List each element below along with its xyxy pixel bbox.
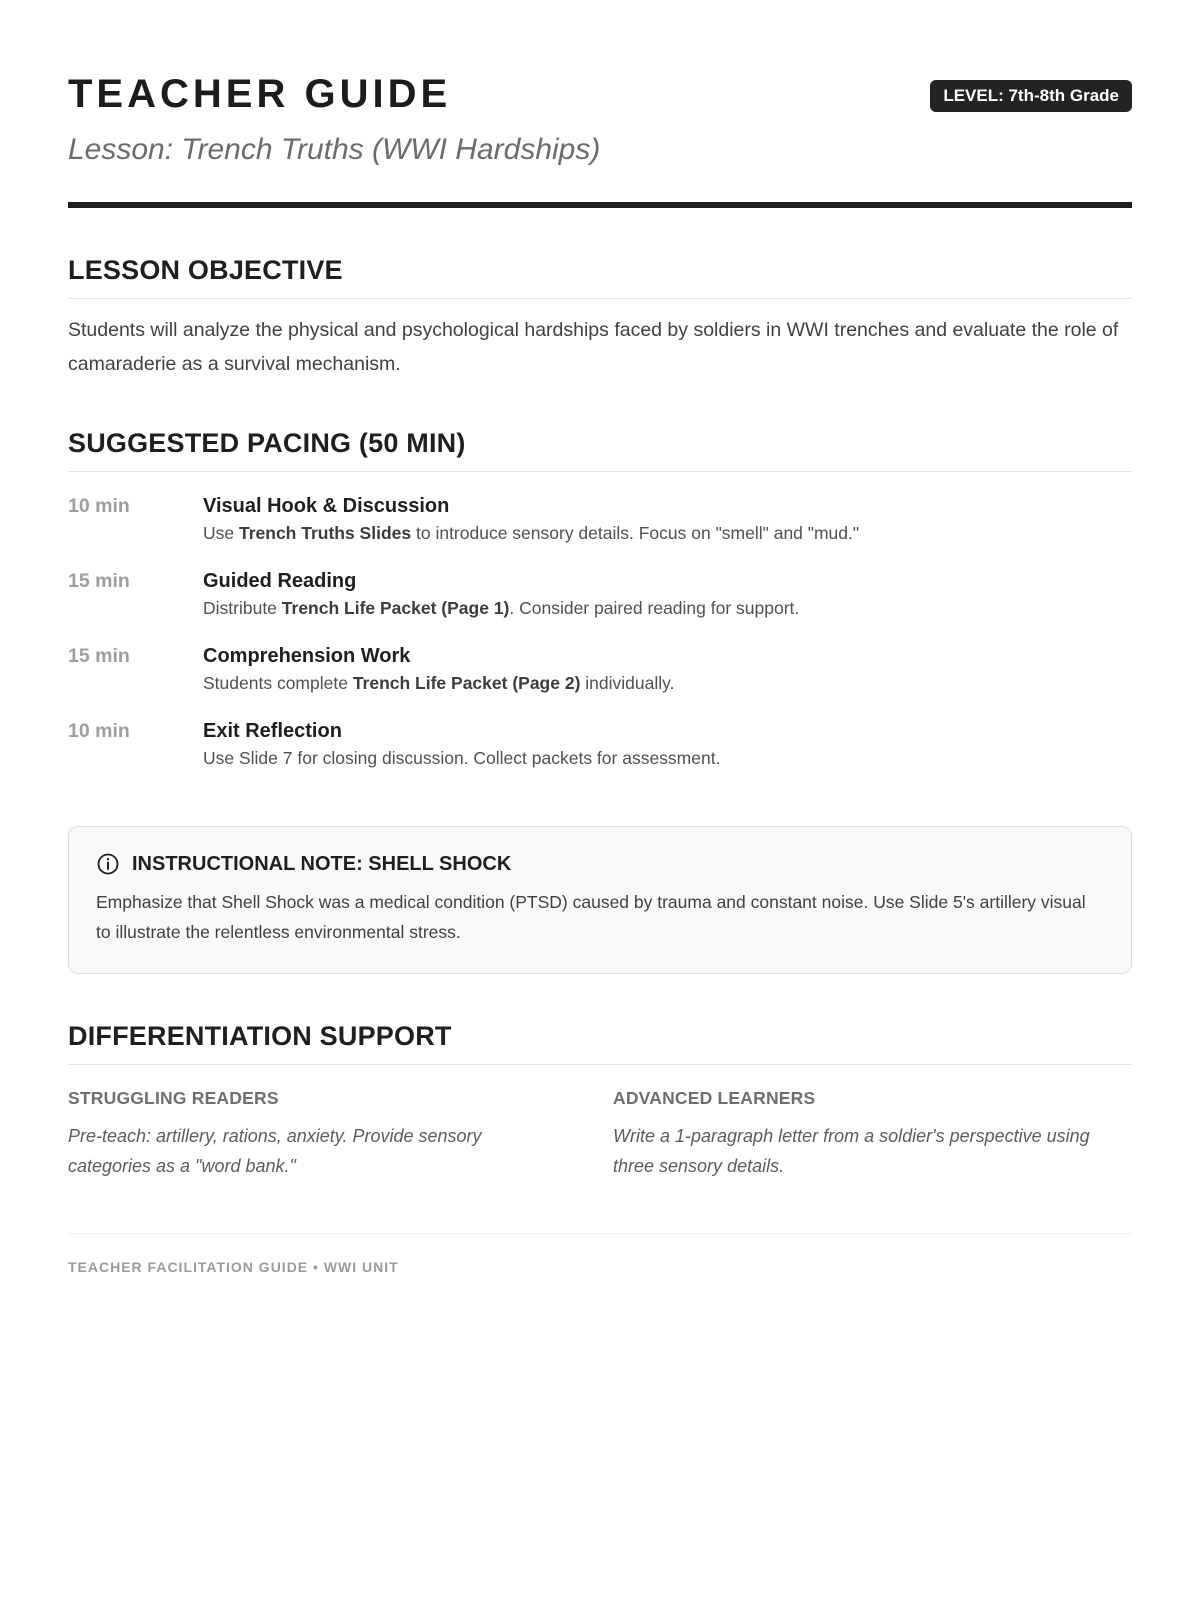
pacing-time: 15 min xyxy=(68,645,130,667)
pacing-item xyxy=(68,644,1132,719)
differentiation-columns xyxy=(68,1087,1132,1181)
footer-divider xyxy=(68,1233,1132,1234)
pacing-time: 10 min xyxy=(68,495,130,517)
section-heading-pacing: SUGGESTED PACING (50 MIN) xyxy=(68,428,466,458)
info-icon xyxy=(96,852,120,876)
struggling-readers-column xyxy=(68,1087,600,1181)
pacing-list xyxy=(68,494,1132,794)
pacing-body xyxy=(203,644,1132,719)
pacing-activity-name: Guided Reading xyxy=(203,570,357,592)
section-heading-objective: LESSON OBJECTIVE xyxy=(68,255,343,285)
pacing-desc-text: to introduce sensory details. Focus on "smell" and "mud." xyxy=(411,523,860,543)
pacing-activity-name: Comprehension Work xyxy=(203,645,411,667)
pacing-desc-text: Students complete xyxy=(203,673,353,693)
pacing-body xyxy=(203,494,1132,569)
advanced-learners-label: ADVANCED LEARNERS xyxy=(613,1088,816,1108)
lesson-objective-section xyxy=(68,254,1132,381)
pacing-desc-resource: Trench Life Packet (Page 2) xyxy=(352,673,581,693)
struggling-readers-text: Pre-teach: artillery, rations, anxiety. Provide sensory categories as a "word bank." xyxy=(68,1126,482,1176)
pacing-body xyxy=(203,719,1132,794)
note-text: Emphasize that Shell Shock was a medical condition (PTSD) caused by trauma and constant noise. Use Slide 5's artillery visual to illustrate the relentless environmental stress. xyxy=(96,892,1086,942)
pacing-desc-text: individually. xyxy=(580,673,675,693)
pacing-body xyxy=(203,569,1132,644)
advanced-learners-text: Write a 1-paragraph letter from a soldier's perspective using three sensory details. xyxy=(613,1126,1090,1176)
pacing-desc-text: Use Slide 7 for closing discussion. Collect packets for assessment. xyxy=(203,748,721,768)
pacing-desc-resource: Trench Truths Slides xyxy=(238,523,412,543)
pacing-desc-text: Use xyxy=(203,523,239,543)
pacing-desc-resource: Trench Life Packet (Page 1) xyxy=(281,598,510,618)
pacing-time: 15 min xyxy=(68,570,130,592)
pacing-activity-name: Visual Hook & Discussion xyxy=(203,495,450,517)
section-divider xyxy=(68,471,1132,472)
pacing-item xyxy=(68,494,1132,569)
pacing-item xyxy=(68,719,1132,794)
pacing-description xyxy=(203,747,1132,769)
document-header xyxy=(68,0,1132,208)
pacing-time: 10 min xyxy=(68,720,130,742)
struggling-readers-label: STRUGGLING READERS xyxy=(68,1088,279,1108)
note-title: INSTRUCTIONAL NOTE: SHELL SHOCK xyxy=(132,853,512,875)
objective-text: Students will analyze the physical and psychological hardships faced by soldiers in WWI trenches and evaluate the role of camaraderie as a survival mechanism. xyxy=(68,319,1119,375)
pacing-desc-text: . Consider paired reading for support. xyxy=(509,598,800,618)
section-divider xyxy=(68,298,1132,299)
pacing-desc-text: Distribute xyxy=(203,598,282,618)
level-badge: LEVEL: 7th-8th Grade xyxy=(930,80,1132,112)
section-divider xyxy=(68,1064,1132,1065)
pacing-description xyxy=(203,597,1132,619)
lesson-subtitle: Lesson: Trench Truths (WWI Hardships) xyxy=(68,133,601,166)
note-header xyxy=(96,851,1104,877)
footer-text: TEACHER FACILITATION GUIDE • WWI UNIT xyxy=(68,1259,399,1275)
section-heading-differentiation: DIFFERENTIATION SUPPORT xyxy=(68,1021,452,1051)
pacing-description xyxy=(203,522,1132,544)
pacing-section xyxy=(68,427,1132,794)
pacing-activity-name: Exit Reflection xyxy=(203,720,342,742)
pacing-description xyxy=(203,672,1132,694)
header-divider xyxy=(68,202,1132,208)
instructional-note-box xyxy=(68,826,1132,974)
differentiation-section xyxy=(68,1020,1132,1181)
advanced-learners-column xyxy=(600,1087,1132,1181)
pacing-item xyxy=(68,569,1132,644)
document-title: TEACHER GUIDE xyxy=(68,72,452,116)
